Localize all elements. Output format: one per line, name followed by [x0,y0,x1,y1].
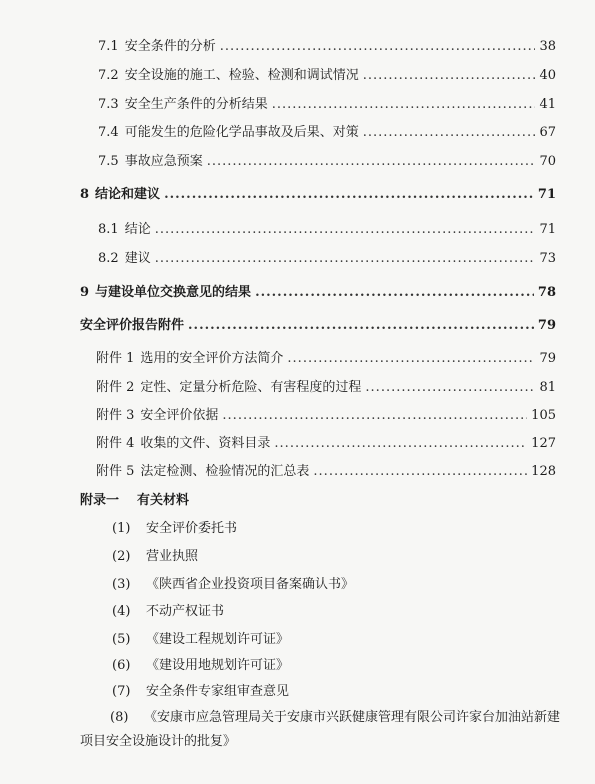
toc-page-number: 67 [539,125,556,140]
toc-page-number: 70 [539,154,556,169]
toc-page-number: 79 [537,318,556,333]
appendix-item-text: 营业执照 [146,549,199,564]
toc-title: 定性、定量分析危险、有害程度的过程 [140,380,362,395]
toc-number: 8.2 [98,251,119,266]
appendix-item-index: (6) [112,658,131,673]
toc-page-number: 40 [539,68,556,83]
appendix-heading [80,492,189,510]
toc-page-number: 105 [531,408,556,423]
toc-leader-dots [255,284,534,302]
toc-title: 事故应急预案 [124,154,203,169]
appendix-item [112,631,289,649]
toc-title: 结论和建议 [95,187,161,202]
toc-number: 7.1 [98,39,119,54]
appendix-item-index: (1) [112,521,131,536]
toc-page-number: 73 [539,251,556,266]
toc-number: 7.4 [98,125,119,140]
appendix-item-text: 《陕西省企业投资项目备案确认书》 [146,577,355,592]
appendix-item-text: 《安康市应急管理局关于安康市兴跃健康管理有限公司许家台加油站新建项目安全设施设计的批复》 [80,710,561,749]
appendix-item-text: 不动产权证书 [146,604,225,619]
toc-page-number: 78 [537,285,556,300]
toc-entry-8-1[interactable] [98,221,556,239]
toc-leader-dots [220,38,536,56]
appendix-item-index: (3) [112,577,131,592]
toc-leader-dots [222,407,527,425]
toc-entry-attachment-5[interactable] [96,463,556,481]
appendix-item-index: (7) [112,684,131,699]
toc-page-number: 71 [539,222,556,237]
appendix-item-text: 《建设用地规划许可证》 [146,658,290,673]
toc-page-number: 127 [531,436,556,451]
toc-entry-7-5[interactable] [98,153,556,171]
toc-entry-7-2[interactable] [98,67,556,85]
toc-entry-7-3[interactable] [98,96,556,114]
toc-leader-dots [363,67,536,85]
toc-leader-dots [313,463,527,481]
toc-number: 附件 2 [96,380,135,395]
toc-number: 7.5 [98,154,119,169]
toc-title: 收集的文件、资料目录 [140,436,271,451]
toc-leader-dots [207,153,536,171]
toc-entry-attachment-2[interactable] [96,379,556,397]
toc-leader-dots [287,350,535,368]
toc-leader-dots [155,250,536,268]
appendix-item-text: 《建设工程规划许可证》 [146,632,290,647]
toc-number: 7.3 [98,97,119,112]
toc-title: 安全设施的施工、检验、检测和调试情况 [124,68,359,83]
appendix-item [112,683,289,701]
toc-number: 8.1 [98,222,119,237]
appendix-label: 附录一 [80,493,120,508]
toc-leader-dots [272,96,536,114]
toc-leader-dots [274,435,527,453]
toc-entry-attachment-1[interactable] [96,350,556,368]
toc-entry-7-1[interactable] [98,38,556,56]
appendix-item [112,548,198,566]
toc-entry-attachment-4[interactable] [96,435,556,453]
toc-title: 可能发生的危险化学品事故及后果、对策 [124,125,359,140]
toc-title: 建议 [124,251,151,266]
toc-title: 安全生产条件的分析结果 [124,97,268,112]
toc-number: 9 [80,285,90,300]
toc-leader-dots [365,379,535,397]
appendix-item [112,657,289,675]
appendix-item [112,576,354,594]
toc-page-number: 128 [531,464,556,479]
appendix-item-index: (2) [112,549,131,564]
toc-title: 与建设单位交换意见的结果 [95,285,252,300]
toc-title: 结论 [124,222,151,237]
toc-page-number: 41 [539,97,556,112]
toc-entry-8-2[interactable] [98,250,556,268]
toc-page-number: 38 [539,39,556,54]
appendix-item-last [80,706,560,754]
toc-leader-dots [155,221,536,239]
appendix-item-index: (8) [110,710,129,725]
toc-number: 附件 1 [96,351,135,366]
toc-number: 8 [80,187,90,202]
toc-page-number: 71 [537,187,556,202]
toc-entry-9[interactable] [80,284,556,302]
appendix-title: 有关材料 [137,493,190,508]
toc-title: 安全条件的分析 [124,39,216,54]
toc-leader-dots [188,317,534,335]
toc-title: 安全评价报告附件 [80,318,185,333]
toc-entry-8[interactable] [80,186,556,204]
toc-page-number: 79 [539,351,556,366]
toc-entry-attachment-3[interactable] [96,407,556,425]
appendix-item-text: 安全评价委托书 [146,521,238,536]
toc-leader-dots [363,124,536,142]
appendix-item-index: (4) [112,604,131,619]
appendix-item-text: 安全条件专家组审查意见 [146,684,290,699]
toc-title: 安全评价依据 [140,408,219,423]
toc-entry-7-4[interactable] [98,124,556,142]
toc-number: 附件 5 [96,464,135,479]
toc-page-number: 81 [539,380,556,395]
toc-number: 7.2 [98,68,119,83]
appendix-item [112,603,224,621]
toc-entry-attachments[interactable] [80,317,556,335]
appendix-item-index: (5) [112,632,131,647]
toc-leader-dots [164,186,534,204]
toc-number: 附件 4 [96,436,135,451]
toc-title: 选用的安全评价方法简介 [140,351,284,366]
toc-number: 附件 3 [96,408,135,423]
toc-title: 法定检测、检验情况的汇总表 [140,464,310,479]
appendix-item [112,520,237,538]
